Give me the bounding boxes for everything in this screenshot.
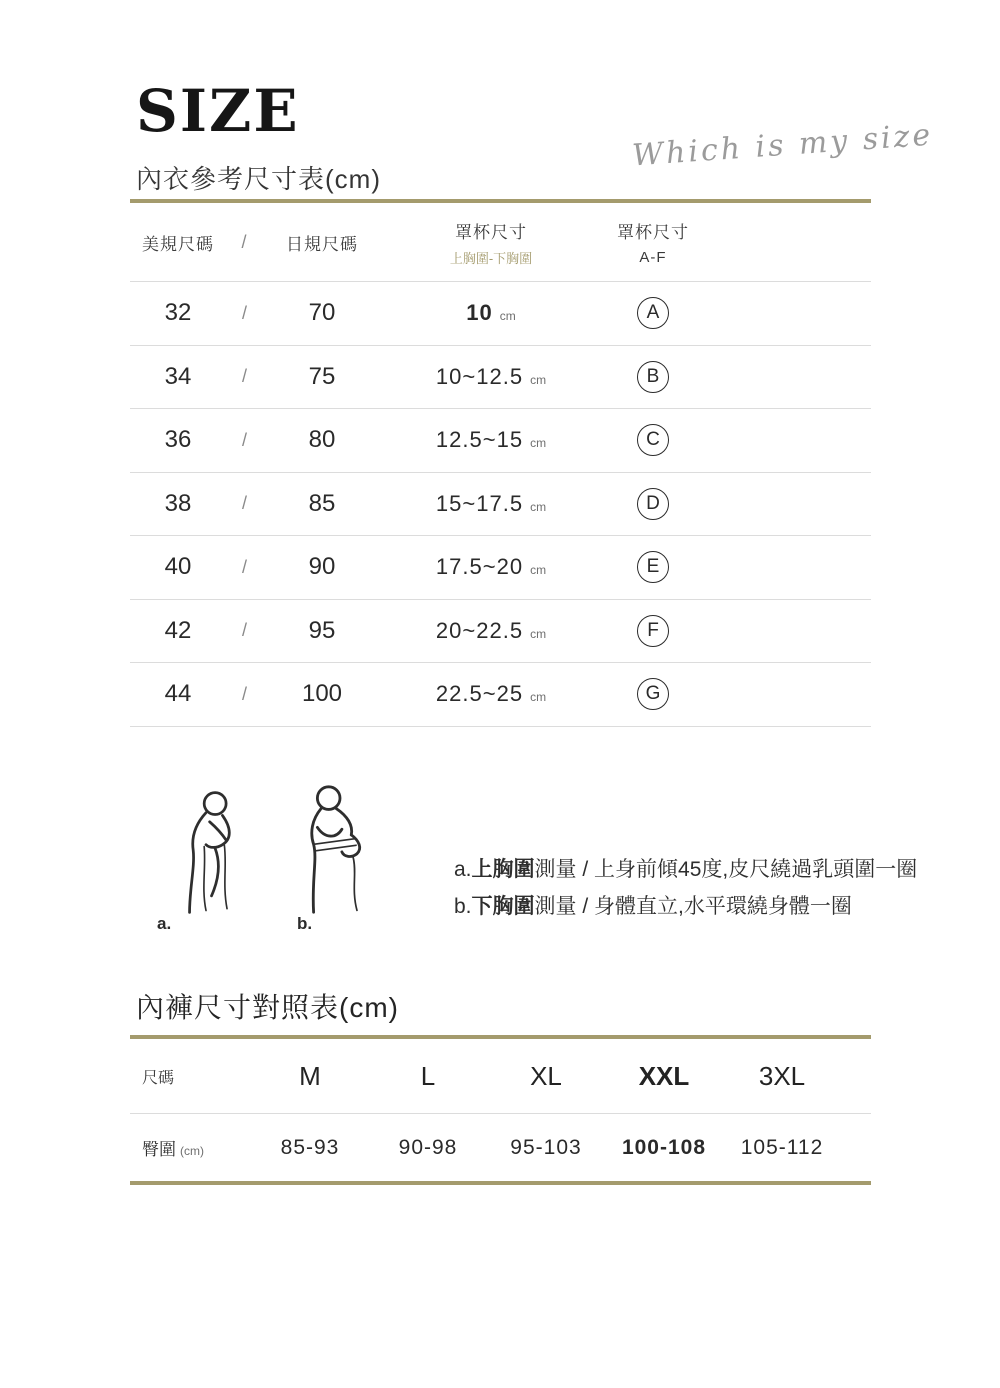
hip-m: 85-93	[280, 1135, 340, 1159]
cup-range-cell	[381, 300, 601, 326]
cup-letter-badge: F	[637, 615, 669, 647]
bra-table-row	[130, 473, 871, 537]
cup-range-cell	[381, 681, 601, 707]
cup-letter-badge: E	[637, 551, 669, 583]
cm-unit: cm	[499, 309, 516, 324]
cm-unit: cm	[530, 563, 547, 578]
cup-range-value: 22.5~25	[435, 681, 524, 707]
which-is-my-size-script: Which is my size	[631, 117, 935, 174]
cup-range-cell	[381, 427, 601, 453]
cup-range-value: 10~12.5	[435, 363, 524, 389]
size-xxl: XXL	[638, 1060, 690, 1091]
size-3xl: 3XL	[758, 1060, 806, 1091]
figure-b-label: b.	[297, 914, 313, 933]
cup-range-value: 10	[466, 300, 493, 326]
bra-table-row	[130, 536, 871, 600]
hip-label-text: 臀圍	[142, 1140, 176, 1159]
cup-letter-cell	[601, 424, 705, 456]
cup-letter-badge: G	[637, 678, 669, 710]
us-size-value: 44	[164, 680, 192, 708]
us-size-value: 38	[164, 489, 192, 517]
slash: /	[241, 683, 247, 704]
note-a-prefix: a.	[454, 858, 472, 881]
slash: /	[241, 493, 247, 514]
us-size-value: 34	[164, 362, 192, 390]
measure-note-b	[454, 888, 917, 925]
cm-unit: cm	[530, 372, 547, 387]
size-column-label: 尺碼	[142, 1069, 175, 1087]
jp-size-value: 85	[308, 489, 336, 517]
panty-table-header-row	[130, 1039, 871, 1114]
cup-letter-badge: D	[637, 488, 669, 520]
hip-xl: 95-103	[510, 1135, 582, 1159]
cm-unit: cm	[530, 499, 547, 514]
bra-size-table	[130, 203, 871, 727]
header-cup-measure-subtitle: 上胸圍-下胸圍	[449, 250, 533, 266]
cup-range-value: 15~17.5	[435, 490, 524, 516]
divider-bottom	[130, 1181, 871, 1185]
header-jp-size: 日規尺碼	[286, 234, 358, 254]
size-m: M	[299, 1060, 321, 1091]
header-us-size: 美規尺碼	[142, 234, 214, 254]
us-size-value: 32	[164, 299, 192, 327]
measure-note-a	[454, 851, 917, 888]
note-a-term: 上胸圍	[471, 858, 535, 881]
measure-figure-b-illustration	[280, 784, 400, 921]
cup-letter-badge: B	[637, 361, 669, 393]
cm-unit: cm	[530, 626, 547, 641]
jp-size-value: 75	[308, 362, 336, 390]
us-size-value: 42	[164, 616, 192, 644]
cup-range-cell	[381, 618, 601, 644]
cup-letter-cell	[601, 297, 705, 329]
measure-figure-a-illustration	[146, 788, 266, 921]
cup-range-value: 20~22.5	[435, 617, 524, 643]
header-cup-letter	[601, 218, 705, 266]
size-xl: XL	[530, 1060, 562, 1091]
bra-table-header-row	[130, 203, 871, 282]
hip-xxl: 100-108	[621, 1135, 707, 1159]
panty-size-table	[130, 1039, 871, 1181]
cm-unit: cm	[530, 436, 547, 451]
hip-3xl: 105-112	[740, 1135, 824, 1159]
cup-letter-cell	[601, 615, 705, 647]
note-b-prefix: b.	[454, 895, 472, 918]
us-size-value: 36	[164, 426, 192, 454]
hip-row-label	[130, 1135, 251, 1160]
hip-l: 90-98	[398, 1135, 458, 1159]
cup-range-cell	[381, 491, 601, 517]
cup-range-cell	[381, 364, 601, 390]
jp-size-value: 95	[308, 616, 336, 644]
cm-unit: cm	[530, 690, 547, 705]
header-slash: /	[241, 231, 248, 252]
bra-table-row	[130, 600, 871, 664]
panty-table-title: 內褲尺寸對照表(cm)	[136, 992, 399, 1023]
measure-notes	[454, 851, 917, 925]
cup-range-value: 12.5~15	[435, 427, 524, 453]
cup-letter-cell	[601, 678, 705, 710]
cup-letter-cell	[601, 488, 705, 520]
page-title: SIZE	[136, 77, 300, 145]
slash: /	[241, 429, 247, 450]
bra-table-row	[130, 409, 871, 473]
cup-range-cell	[381, 554, 601, 580]
cup-range-value: 17.5~20	[435, 554, 524, 580]
header-cup-measure-title: 罩杯尺寸	[455, 222, 527, 242]
slash: /	[241, 302, 247, 323]
note-a-text: 測量 / 上身前傾45度,皮尺繞過乳頭圍一圈	[534, 858, 918, 881]
size-l: L	[420, 1060, 436, 1091]
cup-letter-cell	[601, 361, 705, 393]
bra-table-row	[130, 346, 871, 410]
jp-size-value: 80	[308, 426, 336, 454]
header-cup-letter-subtitle: A-F	[639, 249, 667, 266]
hip-label-unit: (cm)	[180, 1144, 204, 1158]
panty-table-hip-row	[130, 1114, 871, 1181]
slash: /	[241, 620, 247, 641]
header-cup-letter-title: 罩杯尺寸	[617, 223, 689, 242]
jp-size-value: 100	[301, 680, 343, 708]
bra-table-row	[130, 282, 871, 346]
slash: /	[241, 366, 247, 387]
cup-letter-badge: A	[637, 297, 669, 329]
cup-letter-badge: C	[637, 424, 669, 456]
jp-size-value: 90	[308, 553, 336, 581]
figure-a-label: a.	[157, 914, 172, 933]
cup-letter-cell	[601, 551, 705, 583]
slash: /	[241, 556, 247, 577]
jp-size-value: 70	[308, 299, 336, 327]
us-size-value: 40	[164, 553, 192, 581]
note-b-term: 下胸圍	[471, 895, 535, 918]
header-cup-measure	[381, 218, 601, 267]
note-b-text: 測量 / 身體直立,水平環繞身體一圈	[534, 895, 852, 918]
bra-table-row	[130, 663, 871, 727]
bra-table-title: 內衣參考尺寸表(cm)	[136, 164, 381, 194]
